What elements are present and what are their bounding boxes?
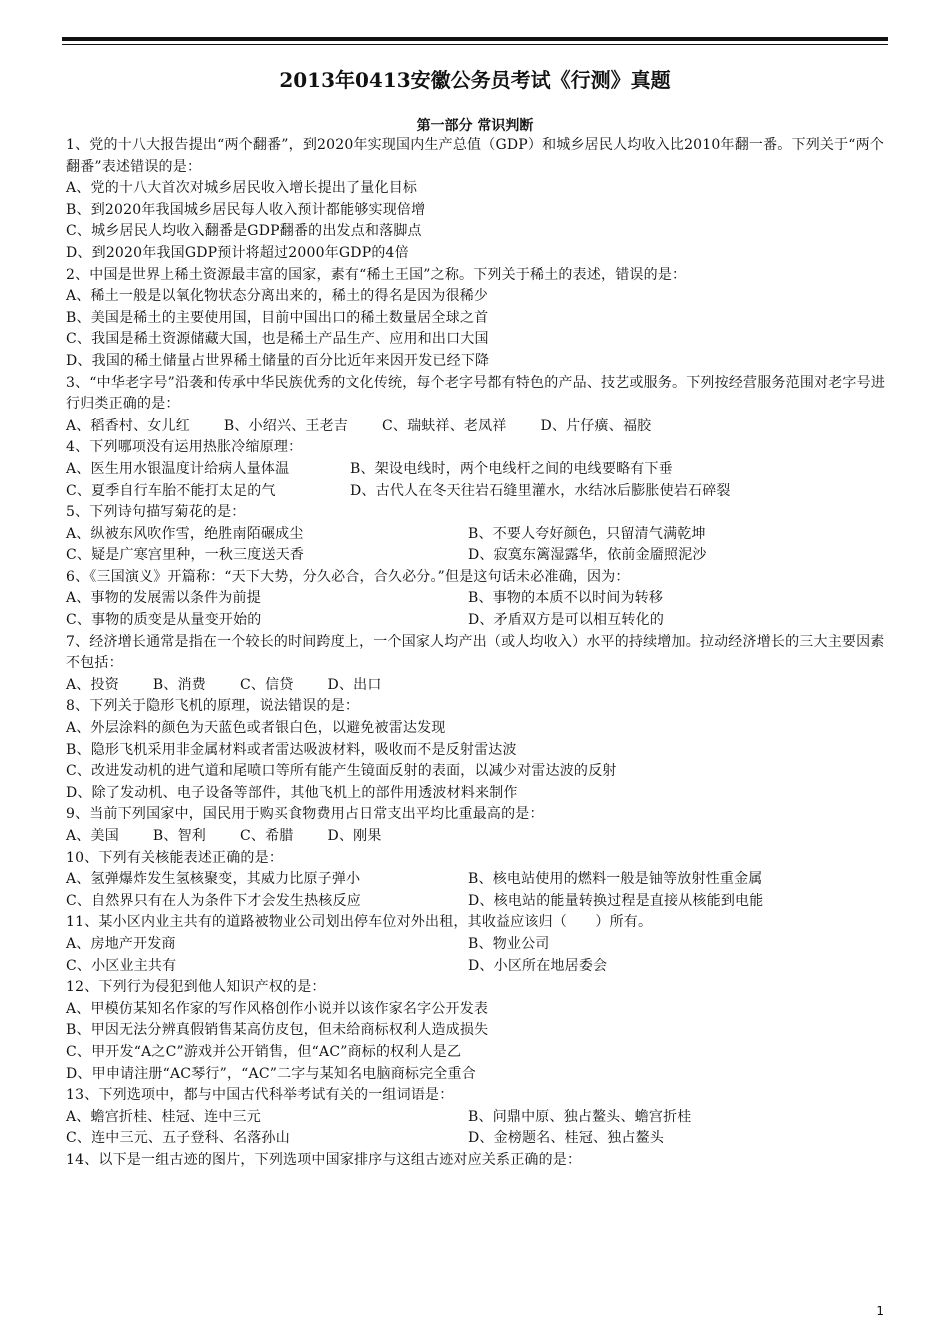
question-1-option-a: A、党的十八大首次对城乡居民收入增长提出了量化目标 [66, 180, 418, 197]
question-9-option-a: A、美国 [66, 828, 119, 844]
question-12-option-d: D、甲申请注册“AC琴行”，“AC”二字与某知名电脑商标完全重合 [66, 1065, 476, 1082]
question-11-option-a: A、房地产开发商 [66, 935, 176, 952]
question-11-row-1 [66, 934, 888, 956]
header-rule-thin [62, 44, 888, 45]
question-10-option-b: B、核电站使用的燃料一般是铀等放射性重金属 [468, 871, 763, 888]
question-13-row-1 [66, 1107, 888, 1129]
question-8-option-b: B、隐形飞机采用非金属材料或者雷达吸波材料，吸收而不是反射雷达波 [66, 741, 517, 758]
question-8-option-d: D、除了发动机、电子设备等部件，其他飞机上的部件用透波材料来制作 [66, 784, 518, 801]
question-list [66, 135, 888, 1172]
question-5-stem: 5、下列诗句描写菊花的是： [66, 504, 246, 521]
question-1-option-b: B、到2020年我国城乡居民每人收入预计都能够实现倍增 [66, 201, 426, 218]
question-4-row-2 [66, 481, 888, 503]
question-1-option-c: C、城乡居民人均收入翻番是GDP翻番的出发点和落脚点 [66, 223, 422, 240]
question-13-option-c: C、连中三元、五子登科、名落孙山 [66, 1130, 290, 1147]
question-13-row-2 [66, 1128, 888, 1150]
question-12-option-c: C、甲开发“A之C”游戏并公开销售，但“AC”商标的权利人是乙 [66, 1043, 462, 1060]
question-4-stem: 4、下列哪项没有运用热胀冷缩原理： [66, 439, 303, 456]
question-9-stem: 9、当前下列国家中，国民用于购买食物费用占日常支出平均比重最高的是： [66, 806, 544, 823]
question-2-option-c: C、我国是稀土资源储藏大国，也是稀土产品生产、应用和出口大国 [66, 331, 489, 348]
question-4-option-b: B、架设电线时，两个电线杆之间的电线要略有下垂 [350, 460, 673, 477]
question-1-option-d: D、到2020年我国GDP预计将超过2000年GDP的4倍 [66, 244, 409, 261]
question-3-option-b: B、小绍兴、王老吉 [223, 417, 349, 434]
page-title: 2013年0413安徽公务员考试《行测》真题 [279, 68, 671, 92]
question-3-option-a: A、稻香村、女儿红 [66, 417, 190, 434]
question-13-option-a: A、蟾宫折桂、桂冠、连中三元 [66, 1108, 261, 1125]
question-13-option-d: D、金榜题名、桂冠、独占鳌头 [468, 1130, 665, 1147]
question-4-option-a: A、医生用水银温度计给病人量体温 [66, 460, 290, 477]
question-4-option-d: D、古代人在冬天往岩石缝里灌水，水结冰后膨胀使岩石碎裂 [350, 482, 731, 499]
question-11-row-2 [66, 956, 888, 978]
question-11-option-b: B、物业公司 [468, 935, 550, 952]
question-6-option-d: D、矛盾双方是可以相互转化的 [468, 612, 665, 629]
question-13-stem: 13、下列选项中，都与中国古代科举考试有关的一组词语是： [66, 1087, 454, 1104]
question-8-option-c: C、改进发动机的进气道和尾喷口等所有能产生镜面反射的表面，以减少对雷达波的反射 [66, 763, 617, 780]
question-5-row-1 [66, 524, 888, 546]
question-7-option-d: D、出口 [327, 676, 382, 693]
question-10-option-d: D、核电站的能量转换过程是直接从核能到电能 [468, 892, 764, 909]
question-2-option-a: A、稀土一般是以氧化物状态分离出来的，稀土的得名是因为很稀少 [66, 288, 489, 305]
question-10-option-c: C、自然界只有在人为条件下才会发生热核反应 [66, 892, 361, 909]
question-11-option-c: C、小区业主共有 [66, 957, 177, 974]
section-heading: 第一部分 常识判断 [416, 118, 534, 134]
question-3-options [66, 416, 888, 438]
question-6-row-2 [66, 610, 888, 632]
question-9-option-c: C、希腊 [240, 828, 294, 844]
header-rule-thick [62, 37, 888, 41]
question-10-option-a: A、氢弹爆炸发生氢核聚变，其威力比原子弹小 [66, 871, 361, 888]
question-7-options [66, 675, 888, 697]
page-number: 1 [876, 1304, 884, 1318]
question-3-option-c: C、瑞蚨祥、老凤祥 [382, 417, 507, 434]
question-5-option-d: D、寂寞东篱湿露华，依前金靥照泥沙 [468, 547, 707, 564]
question-7-stem: 7、经济增长通常是指在一个较长的时间跨度上，一个国家人均产出（或人均收入）水平的持续增加。拉动经济增长的三大主要因素不包括： [66, 633, 885, 672]
question-6-stem: 6、《三国演义》开篇称：“天下大势，分久必合，合久必分。”但是这句话未必准确，因为： [66, 568, 630, 585]
question-4-option-c: C、夏季自行车胎不能打太足的气 [66, 482, 276, 499]
question-14-stem: 14、以下是一组古迹的图片，下列选项中国家排序与这组古迹对应关系正确的是： [66, 1151, 582, 1168]
question-3-option-d: D、片仔癀、福胶 [540, 417, 652, 434]
question-10-stem: 10、下列有关核能表述正确的是： [66, 849, 284, 866]
question-9-option-b: B、智利 [152, 828, 207, 844]
question-10-row-1 [66, 869, 888, 891]
question-7-option-a: A、投资 [66, 676, 119, 693]
question-2-stem: 2、中国是世界上稀土资源最丰富的国家，素有“稀土王国”之称。下列关于稀土的表述，错误的是： [66, 266, 687, 283]
question-9-options [66, 826, 888, 848]
question-12-option-b: B、甲因无法分辨真假销售某高仿皮包，但未给商标权利人造成损失 [66, 1022, 489, 1039]
question-12-stem: 12、下列行为侵犯到他人知识产权的是： [66, 979, 326, 996]
question-5-option-a: A、纵被东风吹作雪，绝胜南陌碾成尘 [66, 525, 304, 542]
question-8-option-a: A、外层涂料的颜色为天蓝色或者银白色，以避免被雷达发现 [66, 720, 446, 737]
question-7-option-b: B、消费 [152, 676, 207, 693]
question-8-stem: 8、下列关于隐形飞机的原理，说法错误的是： [66, 698, 360, 715]
question-11-stem: 11、某小区内业主共有的道路被物业公司划出停车位对外出租，其收益应该归（ ）所有。 [66, 914, 653, 931]
question-5-option-c: C、疑是广寒宫里种，一秋三度送天香 [66, 547, 305, 564]
question-6-row-1 [66, 588, 888, 610]
question-5-row-2 [66, 545, 888, 567]
question-3-stem: 3、“中华老字号”沿袭和传承中华民族优秀的文化传统，每个老字号都有特色的产品、技艺或服务。下列按经营服务范围对老字号进行归类正确的是： [66, 374, 886, 413]
question-9-option-d: D、刚果 [327, 828, 382, 844]
question-6-option-b: B、事物的本质不以时间为转移 [468, 590, 664, 607]
question-2-option-d: D、我国的稀土储量占世界稀土储量的百分比近年来因开发已经下降 [66, 352, 490, 369]
question-12-option-a: A、甲模仿某知名作家的写作风格创作小说并以该作家名字公开发表 [66, 1000, 489, 1017]
question-7-option-c: C、信贷 [240, 676, 294, 693]
question-10-row-2 [66, 891, 888, 913]
question-6-option-a: A、事物的发展需以条件为前提 [66, 590, 261, 607]
question-1-stem: 1、党的十八大报告提出“两个翻番”，到2020年实现国内生产总值（GDP）和城乡居民人均收入比2010年翻一番。下列关于“两个翻番”表述错误的是： [66, 137, 885, 175]
question-6-option-c: C、事物的质变是从量变开始的 [66, 612, 262, 629]
question-2-option-b: B、美国是稀土的主要使用国，目前中国出口的稀土数量居全球之首 [66, 309, 489, 326]
question-5-option-b: B、不要人夸好颜色，只留清气满乾坤 [468, 525, 706, 542]
question-4-row-1 [66, 459, 888, 481]
question-11-option-d: D、小区所在地居委会 [468, 957, 608, 974]
question-13-option-b: B、问鼎中原、独占鳌头、蟾宫折桂 [468, 1108, 692, 1125]
